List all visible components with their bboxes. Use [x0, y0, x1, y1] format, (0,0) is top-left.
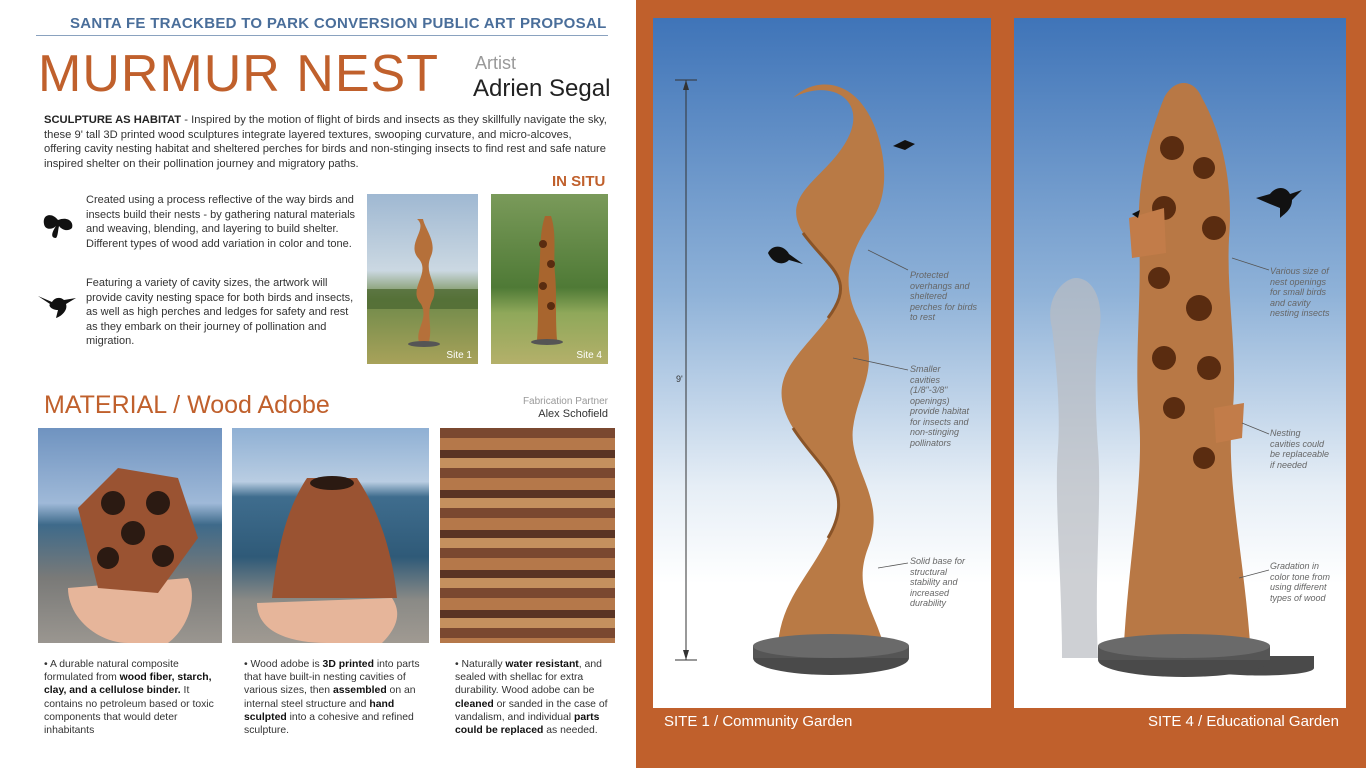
material-title: MATERIAL / Wood Adobe — [44, 391, 330, 419]
intro-paragraph — [44, 113, 610, 171]
site4-sculpture-render — [1014, 18, 1346, 708]
site1-render-panel — [653, 18, 991, 708]
site1-note-1: Protected overhangs and sheltered perches for birds to rest — [910, 270, 978, 322]
in-situ-photo-site4 — [491, 194, 608, 364]
in-situ-label: IN SITU — [552, 173, 606, 190]
in-situ-photo-site1 — [367, 194, 478, 364]
header-divider — [36, 35, 608, 36]
photo-caption-site4: Site 4 — [576, 350, 602, 361]
bird-flying-icon — [893, 140, 915, 150]
intro-lead: SCULPTURE AS HABITAT — [44, 114, 182, 126]
site4-note-3: Gradation in color tone from using different types of wood — [1270, 561, 1331, 603]
site4-note-2: Nesting cavities could be replaceable if needed — [1270, 428, 1330, 470]
left-page — [0, 0, 636, 768]
artist-name: Adrien Segal — [473, 75, 611, 102]
photo-caption-site1: Site 1 — [446, 350, 472, 361]
bullet-text-2: Featuring a variety of cavity sizes, the artwork will provide cavity nesting space for both birds and insects, as well as high perches and ledges for safety and rest as they embark on their journey of pollination and migration. — [86, 277, 354, 347]
person-silhouette — [1050, 278, 1100, 658]
material-photo-block — [38, 428, 222, 643]
site1-caption: SITE 1 / Community Garden — [664, 713, 853, 730]
site1-note-2: Smaller cavities (1/8"-3/8" openings) provide habitat for insects and non-stinging pollinators — [910, 364, 970, 448]
hummingbird-render-icon — [1256, 188, 1302, 218]
site1-note-3: Solid base for structural stability and increased durability — [910, 556, 966, 608]
material-text-1: • A durable natural composite formulated from wood fiber, starch, clay, and a cellulose binder. It contains no petroleum based or toxic components that would deter inhabitants — [44, 659, 214, 737]
hummingbird-icon — [36, 290, 78, 325]
fabrication-partner-name: Alex Schofield — [538, 408, 608, 420]
material-text-2: • Wood adobe is 3D printed into parts that have built-in nesting cavities of various sizes, then assembled on an internal steel structure and hand sculpted into a cohesive and refined sculpture. — [244, 659, 420, 737]
wood-adobe-block-image — [38, 428, 222, 643]
moth-icon — [40, 210, 76, 247]
page-title: MURMUR NEST — [38, 45, 439, 103]
intro-text: - Inspired by the motion of flight of birds and insects as they skillfully navigate the sky, these 9' tall 3D printed wood sculptures integrate layered textures, swooping curvature, and micro-alcoves, offering cavity nesting habitat and sheltered perches for birds and non-stinging insects to find rest and safe nature inspired shelter on their pollination journey and migratory paths. — [44, 114, 607, 170]
sculpture-site4-image — [491, 194, 608, 364]
site4-caption: SITE 4 / Educational Garden — [1148, 713, 1339, 730]
header-title: SANTA FE TRACKBED TO PARK CONVERSION PUBLIC ART PROPOSAL — [70, 15, 607, 32]
material-text-3: • Naturally water resistant, and sealed with shellac for extra durability. Wood adobe can be cleaned or sanded in the case of vandalism, and individual parts could be replaced as needed. — [455, 659, 608, 737]
material-photo-texture — [440, 428, 615, 643]
wood-adobe-vessel-image — [232, 428, 429, 643]
bird-icon — [768, 247, 803, 264]
site4-note-1: Various size of nest openings for small birds and cavity nesting insects — [1270, 266, 1330, 318]
height-label: 9' — [676, 374, 683, 384]
site4-render-panel — [1014, 18, 1346, 708]
material-photo-vessel — [232, 428, 429, 643]
bullet-text-1: Created using a process reflective of the way birds and insects build their nests - by gathering natural materials and weaving, blending, and layering to build shelter. Different types of wood add variation in color and tone. — [86, 194, 356, 250]
artist-label: Artist — [475, 53, 517, 73]
fabrication-partner-label: Fabrication Partner — [522, 396, 608, 407]
sculpture-site1-image — [367, 194, 478, 364]
right-page — [636, 0, 1366, 768]
